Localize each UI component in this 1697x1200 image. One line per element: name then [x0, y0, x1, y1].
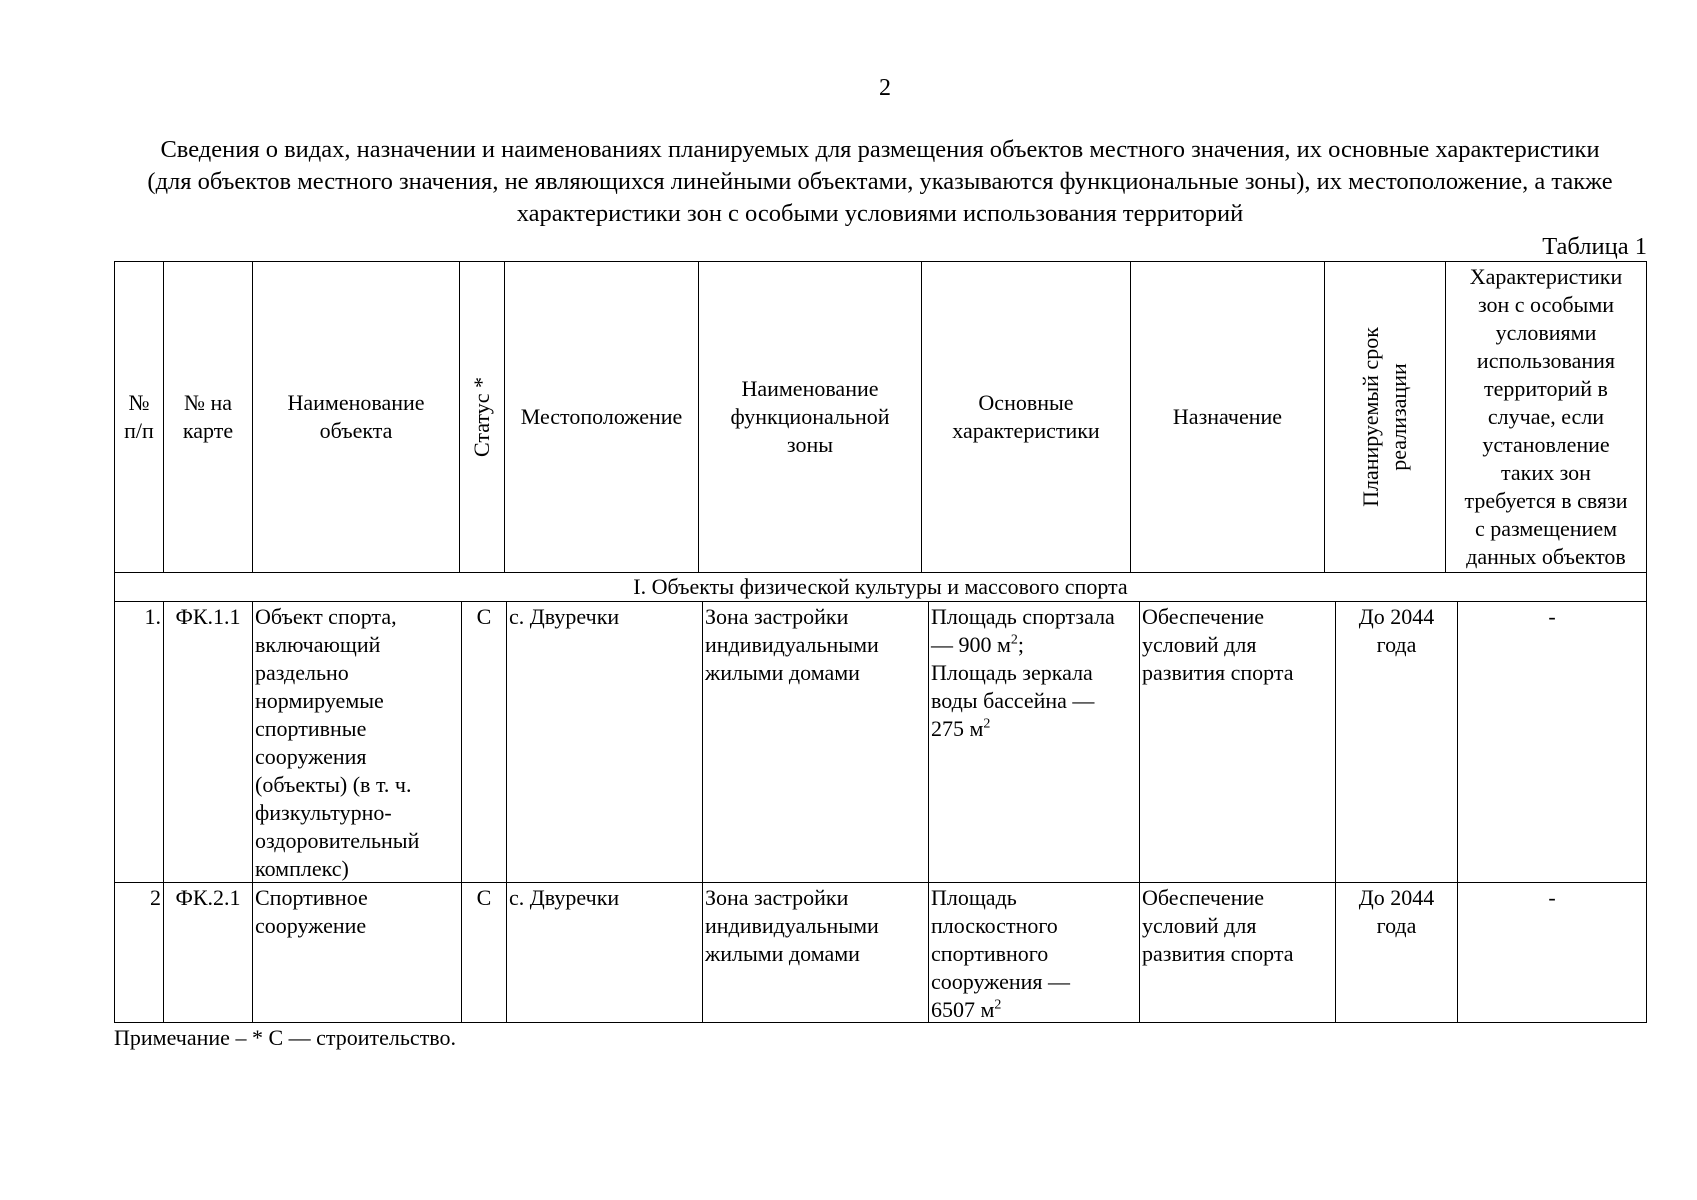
row-2-term: До 2044 года [1358, 885, 1435, 938]
section-title: I. Объекты физической культуры и массового спорта [633, 574, 1128, 599]
header-num: № п/п [124, 390, 154, 443]
header-location: Местоположение [520, 404, 683, 429]
row-1-char-text: ; [1017, 632, 1025, 657]
body-col-rule [252, 601, 253, 1022]
row-1-term: До 2044 года [1358, 604, 1435, 657]
row-2-zone-name: Зона застройки индивидуальными жилыми домами [705, 885, 879, 966]
row-1-char-text: — 900 м [931, 632, 1011, 657]
row-1-object-name: Объект спорта, включающий раздельно нормируемые спортивные сооружения (объекты) (в т. ч. физкультурно- оздоровительный комплекс) [255, 604, 420, 881]
superscript: 2 [983, 716, 991, 732]
table-note: Примечание – * С — строительство. [114, 1025, 457, 1050]
row-2-special-zones: - [1548, 885, 1556, 910]
row-2-char-text: 6507 м [931, 997, 995, 1022]
row-1-char-line: Площадь спортзала [931, 604, 1115, 629]
header-special-zones: Характеристики зон с особыми условиями использования территорий в случае, если установление таких зон требуется в связи с размещением данных объектов [1464, 264, 1628, 569]
row-1-char-line: Площадь зеркала [931, 660, 1093, 685]
header-term: Планируемый срок реализации [1358, 327, 1411, 507]
header-col-rule [1324, 262, 1325, 572]
header-purpose: Назначение [1172, 404, 1283, 429]
row-1-special-zones: - [1548, 604, 1556, 629]
header-zone-name: Наименование функциональной зоны [730, 376, 890, 457]
page-number: 2 [879, 75, 891, 101]
row-2-num: 2 [150, 885, 161, 910]
row-2-char-text: Площадь плоскостного спортивного сооружения — [931, 885, 1071, 994]
row-1-status: С [476, 604, 492, 629]
body-col-rule [702, 601, 703, 1022]
section-bottom-rule [115, 601, 1646, 602]
row-1-zone-name: Зона застройки индивидуальными жилыми домами [705, 604, 879, 685]
row-2-characteristics [931, 884, 1139, 1024]
row-2-char-line [931, 996, 1139, 1024]
header-col-rule [459, 262, 460, 572]
header-status: Статус * [469, 376, 494, 458]
header-object-name: Наименование объекта [287, 390, 425, 443]
row-2-object-name: Спортивное сооружение [255, 885, 368, 938]
body-col-rule [928, 601, 929, 1022]
row-2-map-num: ФК.2.1 [175, 885, 241, 910]
row-1-char-line [931, 631, 1139, 659]
row-1-map-num: ФК.1.1 [175, 604, 241, 629]
objects-table [114, 261, 1647, 1023]
superscript: 2 [994, 997, 1002, 1013]
row-1-num: 1. [144, 604, 161, 629]
body-col-rule [1457, 601, 1458, 1022]
row-1-purpose: Обеспечение условий для развития спорта [1142, 604, 1294, 685]
row-2-location: с. Двуречки [509, 885, 620, 910]
row-1-char-text: 275 м [931, 716, 984, 741]
table-caption: Таблица 1 [1542, 233, 1647, 260]
row-2-status: С [476, 885, 492, 910]
document-title: Сведения о видах, назначении и наименованиях планируемых для размещения объектов местного значения, их основные характеристики (для объектов местного значения, не являющихся линейными объектами, указываются функциональные зоны), их местоположение, а также характеристики зон с особыми условиями использования территорий [147, 136, 1613, 227]
row-1-location: с. Двуречки [509, 604, 620, 629]
body-col-rule [1139, 601, 1140, 1022]
header-characteristics: Основные характеристики [952, 390, 1100, 443]
header-map-num: № на карте [182, 390, 234, 443]
row-1-char-line: воды бассейна — [931, 688, 1095, 713]
body-col-rule [163, 601, 164, 1022]
row-2-purpose: Обеспечение условий для развития спорта [1142, 885, 1294, 966]
body-col-rule [506, 601, 507, 1022]
row-1-char-line [931, 715, 1139, 743]
row-1-characteristics [931, 603, 1139, 743]
superscript: 2 [1010, 632, 1018, 648]
body-col-rule [461, 601, 462, 1022]
body-col-rule [1335, 601, 1336, 1022]
